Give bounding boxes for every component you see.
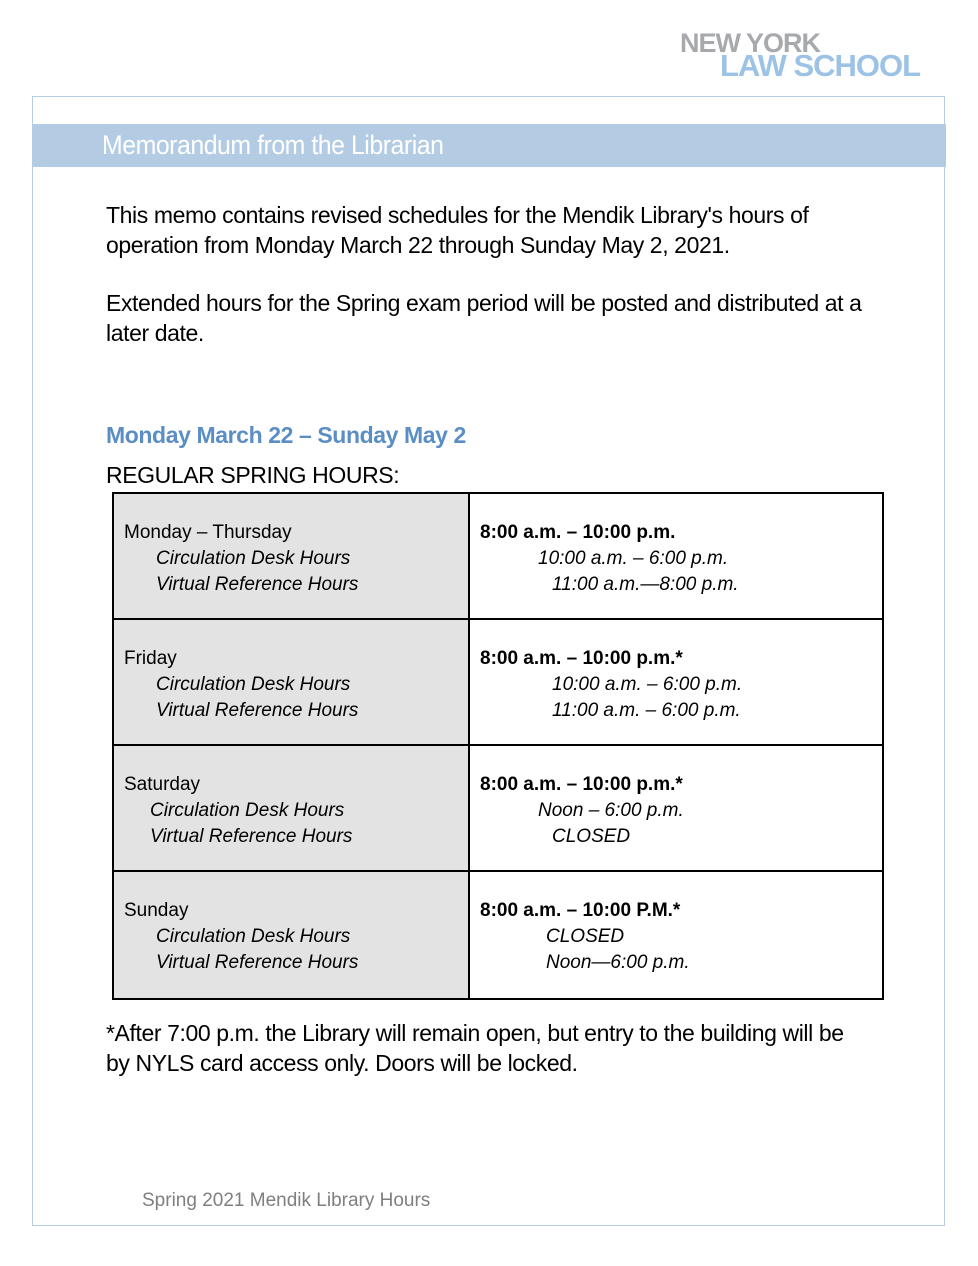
circulation-label: Circulation Desk Hours xyxy=(156,674,351,695)
table-row xyxy=(113,745,883,871)
circulation-label: Circulation Desk Hours xyxy=(156,548,351,569)
circulation-hours: 10:00 a.m. – 6:00 p.m. xyxy=(538,548,729,569)
virtual-reference-hours: CLOSED xyxy=(552,826,631,847)
memo-banner xyxy=(33,124,946,167)
table-row xyxy=(113,493,883,619)
day-name: Sunday xyxy=(124,900,189,921)
logo-line-law-school: LAW SCHOOL xyxy=(720,48,921,83)
library-hours: 8:00 a.m. – 10:00 p.m.* xyxy=(480,648,683,669)
circulation-hours: Noon – 6:00 p.m. xyxy=(538,800,684,821)
hours-table xyxy=(112,492,884,1000)
day-name: Saturday xyxy=(124,774,201,795)
school-logo xyxy=(680,30,940,82)
circulation-hours: CLOSED xyxy=(546,926,625,947)
table-row xyxy=(113,619,883,745)
memo-title: Memorandum from the Librarian xyxy=(102,130,444,160)
day-cell xyxy=(113,745,469,871)
day-cell xyxy=(113,619,469,745)
day-name: Friday xyxy=(124,648,177,669)
virtual-reference-label: Virtual Reference Hours xyxy=(156,952,359,973)
day-name: Monday – Thursday xyxy=(124,522,292,543)
circulation-label: Circulation Desk Hours xyxy=(150,800,345,821)
logo-line-new-york: NEW YORK xyxy=(680,28,821,58)
virtual-reference-hours: 11:00 a.m. – 6:00 p.m. xyxy=(552,700,741,721)
circulation-hours: 10:00 a.m. – 6:00 p.m. xyxy=(552,674,743,695)
day-cell xyxy=(113,493,469,619)
day-cell xyxy=(113,871,469,999)
time-cell xyxy=(469,619,883,745)
time-cell xyxy=(469,871,883,999)
table-row xyxy=(113,871,883,999)
date-range-heading: Monday March 22 – Sunday May 2 xyxy=(106,422,466,448)
intro-paragraph-2: Extended hours for the Spring exam period will be posted and distributed at a later date. xyxy=(106,290,862,346)
virtual-reference-hours: Noon—6:00 p.m. xyxy=(546,952,690,973)
intro-paragraph-1: This memo contains revised schedules for the Mendik Library's hours of operation from Monday March 22 through Sunday May 2, 2021. xyxy=(106,202,809,258)
after-hours-footnote: *After 7:00 p.m. the Library will remain open, but entry to the building will be by NYLS card access only. Doors will be locked. xyxy=(106,1020,844,1076)
time-cell xyxy=(469,493,883,619)
virtual-reference-label: Virtual Reference Hours xyxy=(156,700,359,721)
time-cell xyxy=(469,745,883,871)
virtual-reference-label: Virtual Reference Hours xyxy=(156,574,359,595)
library-hours: 8:00 a.m. – 10:00 p.m.* xyxy=(480,774,683,795)
virtual-reference-hours: 11:00 a.m.—8:00 p.m. xyxy=(552,574,739,595)
library-hours: 8:00 a.m. – 10:00 P.M.* xyxy=(480,900,681,921)
regular-hours-heading: REGULAR SPRING HOURS: xyxy=(106,462,400,488)
circulation-label: Circulation Desk Hours xyxy=(156,926,351,947)
page-footer: Spring 2021 Mendik Library Hours xyxy=(142,1190,431,1211)
virtual-reference-label: Virtual Reference Hours xyxy=(150,826,353,847)
library-hours: 8:00 a.m. – 10:00 p.m. xyxy=(480,522,676,543)
